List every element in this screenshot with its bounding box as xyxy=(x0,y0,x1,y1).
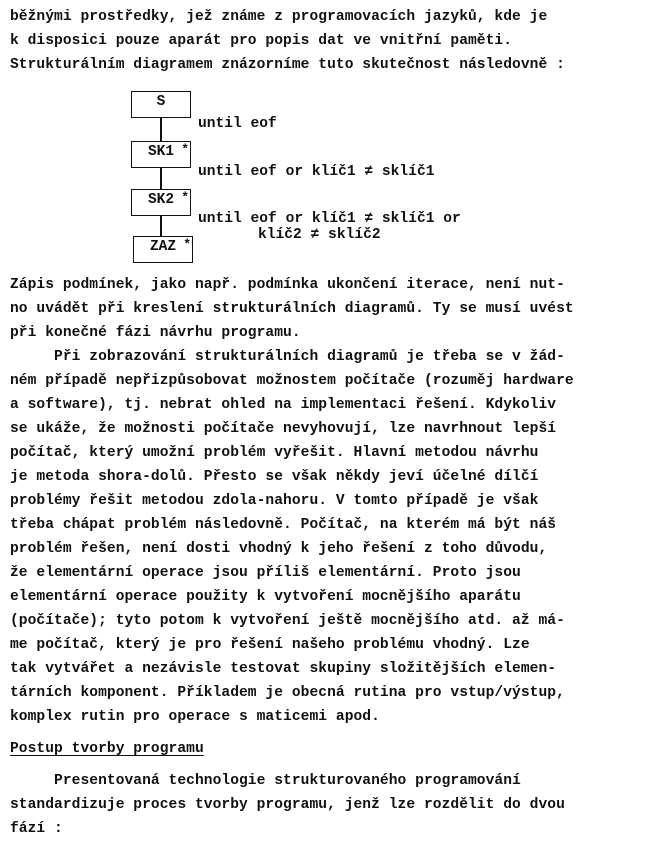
text-line: je metoda shora-dolů. Přesto se však někdy jeví účelné dílčí xyxy=(10,469,539,485)
iteration-star: * xyxy=(181,190,189,205)
condition-2: until eof or klíč1 ≠ sklíč1 xyxy=(198,164,435,180)
text-line: Presentovaná technologie strukturovaného programování xyxy=(10,773,521,789)
text-line: Při zobrazování strukturálních diagramů je třeba se v žád- xyxy=(10,349,565,365)
text-line: k disposici pouze aparát pro popis dat ve vnitřní paměti. xyxy=(10,33,513,49)
diagram-box-sk2 xyxy=(131,189,191,216)
diagram-box-sk1 xyxy=(131,141,191,168)
text-line: komplex rutin pro operace s maticemi apod. xyxy=(10,709,380,725)
iteration-star: * xyxy=(181,142,189,157)
text-line: standardizuje proces tvorby programu, jenž lze rozdělit do dvou xyxy=(10,797,565,813)
text-line: elementární operace použity k vytvoření mocnějšího aparátu xyxy=(10,589,521,605)
text-line: tárních komponent. Příkladem je obecná rutina pro vstup/výstup, xyxy=(10,685,565,701)
condition-1: until eof xyxy=(198,116,277,132)
text-line: (počítače); tyto potom k vytvoření ještě mocnějšího atd. až má- xyxy=(10,613,565,629)
section-heading: Postup tvorby programu xyxy=(10,741,204,757)
text-line: fází : xyxy=(10,821,63,837)
text-line: Zápis podmínek, jako např. podmínka ukončení iterace, není nut- xyxy=(10,277,565,293)
box-label: S xyxy=(156,94,166,110)
text-line: běžnými prostředky, jež známe z programovacích jazyků, kde je xyxy=(10,9,548,25)
text-line: že elementární operace jsou příliš elementární. Proto jsou xyxy=(10,565,521,581)
text-line: problém řešen, není dosti vhodný k jeho řešení z toho důvodu, xyxy=(10,541,548,557)
text-line: ném případě nepřizpůsobovat možnostem počítače (rozuměj hardware xyxy=(10,373,574,389)
diagram-box-s xyxy=(131,91,191,118)
text-line: a software), tj. nebrat ohled na implementaci řešení. Kdykoliv xyxy=(10,397,557,413)
text-line: problémy řešit metodou zdola-nahoru. V tomto případě je však xyxy=(10,493,539,509)
text-line: me počítač, který je pro řešení našeho problému vhodný. Lze xyxy=(10,637,530,653)
text-line: při konečné fázi návrhu programu. xyxy=(10,325,301,341)
iteration-star: * xyxy=(183,237,191,252)
diagram-box-zaz xyxy=(133,236,193,263)
text-line: Strukturálním diagramem znázorníme tuto skutečnost následovně : xyxy=(10,57,565,73)
box-label: SK1 xyxy=(147,144,175,160)
condition-3-cont: klíč2 ≠ sklíč2 xyxy=(258,227,381,243)
text-line: počítač, který umožní problém vyřešit. Hlavní metodou návrhu xyxy=(10,445,539,461)
text-line: se ukáže, že možnosti počítače nevyhovují, lze navrhnout lepší xyxy=(10,421,557,437)
text-line: třeba chápat problém následovně. Počítač, na kterém má být náš xyxy=(10,517,557,533)
condition-3: until eof or klíč1 ≠ sklíč1 or xyxy=(198,211,461,227)
text-line: tak vytvářet a nezávisle testovat skupiny složitějších elemen- xyxy=(10,661,557,677)
text-line: no uvádět při kreslení strukturálních diagramů. Ty se musí uvést xyxy=(10,301,574,317)
box-label: ZAZ xyxy=(149,239,177,255)
box-label: SK2 xyxy=(147,192,175,208)
